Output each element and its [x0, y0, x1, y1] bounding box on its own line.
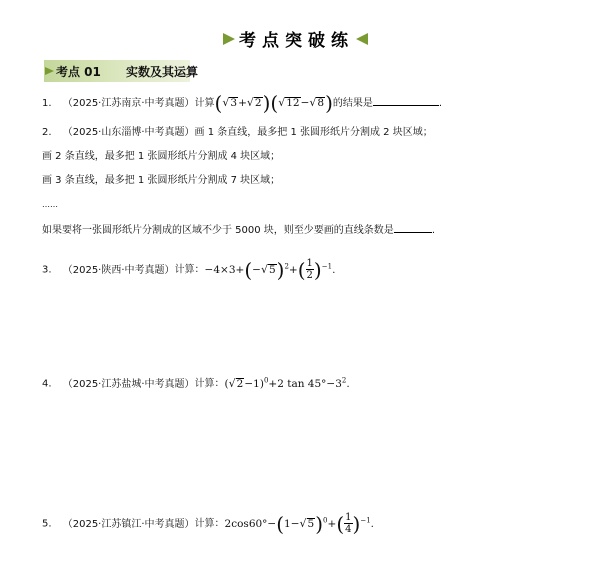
question-number: 3.: [42, 264, 52, 276]
ellipsis: ……: [42, 200, 58, 209]
question-number: 2.: [42, 127, 52, 138]
question-5: [42, 512, 374, 535]
question-prefix: 计算：: [194, 378, 225, 390]
arrow-left-icon: [356, 33, 368, 45]
question-source: （2025·江苏镇江·中考真题）: [62, 518, 195, 530]
question-2-line: 画 3 条直线，最多把 1 张圆形纸片分割成 7 块区域；: [42, 175, 281, 186]
question-source: （2025·陕西·中考真题）: [62, 264, 175, 276]
question-2: [42, 126, 433, 140]
period: .: [431, 225, 435, 236]
math-expression: (√3+√2)(√12−√8): [214, 91, 333, 115]
math-expression: $2\cos 60^\circ-(1-√5)^0+$( $\frac{1}{4}$ )$^{-1}$.: [224, 511, 374, 536]
question-number: 1.: [42, 98, 52, 109]
answer-blank: [394, 222, 432, 233]
period: .: [438, 98, 443, 109]
question-text: 如果要将一张圆形纸片分割成的区域不少于 5000 块，则至少要画的直线条数是: [42, 225, 394, 236]
title-text: 考点突破练: [239, 31, 354, 51]
arrow-right-icon: [45, 67, 54, 75]
section-name: 实数及其运算: [126, 65, 199, 79]
section-tag: 考点 01: [56, 65, 101, 79]
question-suffix: 的结果是: [332, 98, 373, 109]
math-expression: $-4\times 3+(-√5)^2+$( $\frac{1}{2}$ )$^{-1}$.: [204, 257, 336, 282]
question-2-line: [42, 222, 435, 238]
question-3: [42, 258, 335, 281]
page-title: [0, 26, 591, 51]
section-header: [44, 60, 199, 82]
question-source: （2025·江苏南京·中考真题）: [62, 98, 195, 109]
question-prefix: 计算: [194, 98, 215, 109]
question-prefix: 计算：: [194, 518, 225, 530]
arrow-right-icon: [223, 33, 235, 45]
question-2-line: 画 2 条直线，最多把 1 张圆形纸片分割成 4 块区域；: [42, 151, 281, 162]
question-source: （2025·江苏盐城·中考真题）: [62, 378, 195, 390]
question-4: [42, 373, 350, 392]
question-1: [42, 91, 443, 115]
question-source: （2025·山东淄博·中考真题）: [62, 127, 195, 138]
answer-blank: [373, 95, 439, 106]
question-text: 画 1 条直线，最多把 1 张圆形纸片分割成 2 块区域；: [194, 127, 433, 138]
question-number: 5.: [42, 518, 52, 530]
math-expression: $(√2-1)^0+2$ $\tan 45^\circ-3^2$.: [224, 376, 350, 390]
question-number: 4.: [42, 378, 52, 390]
question-prefix: 计算：: [174, 264, 205, 276]
